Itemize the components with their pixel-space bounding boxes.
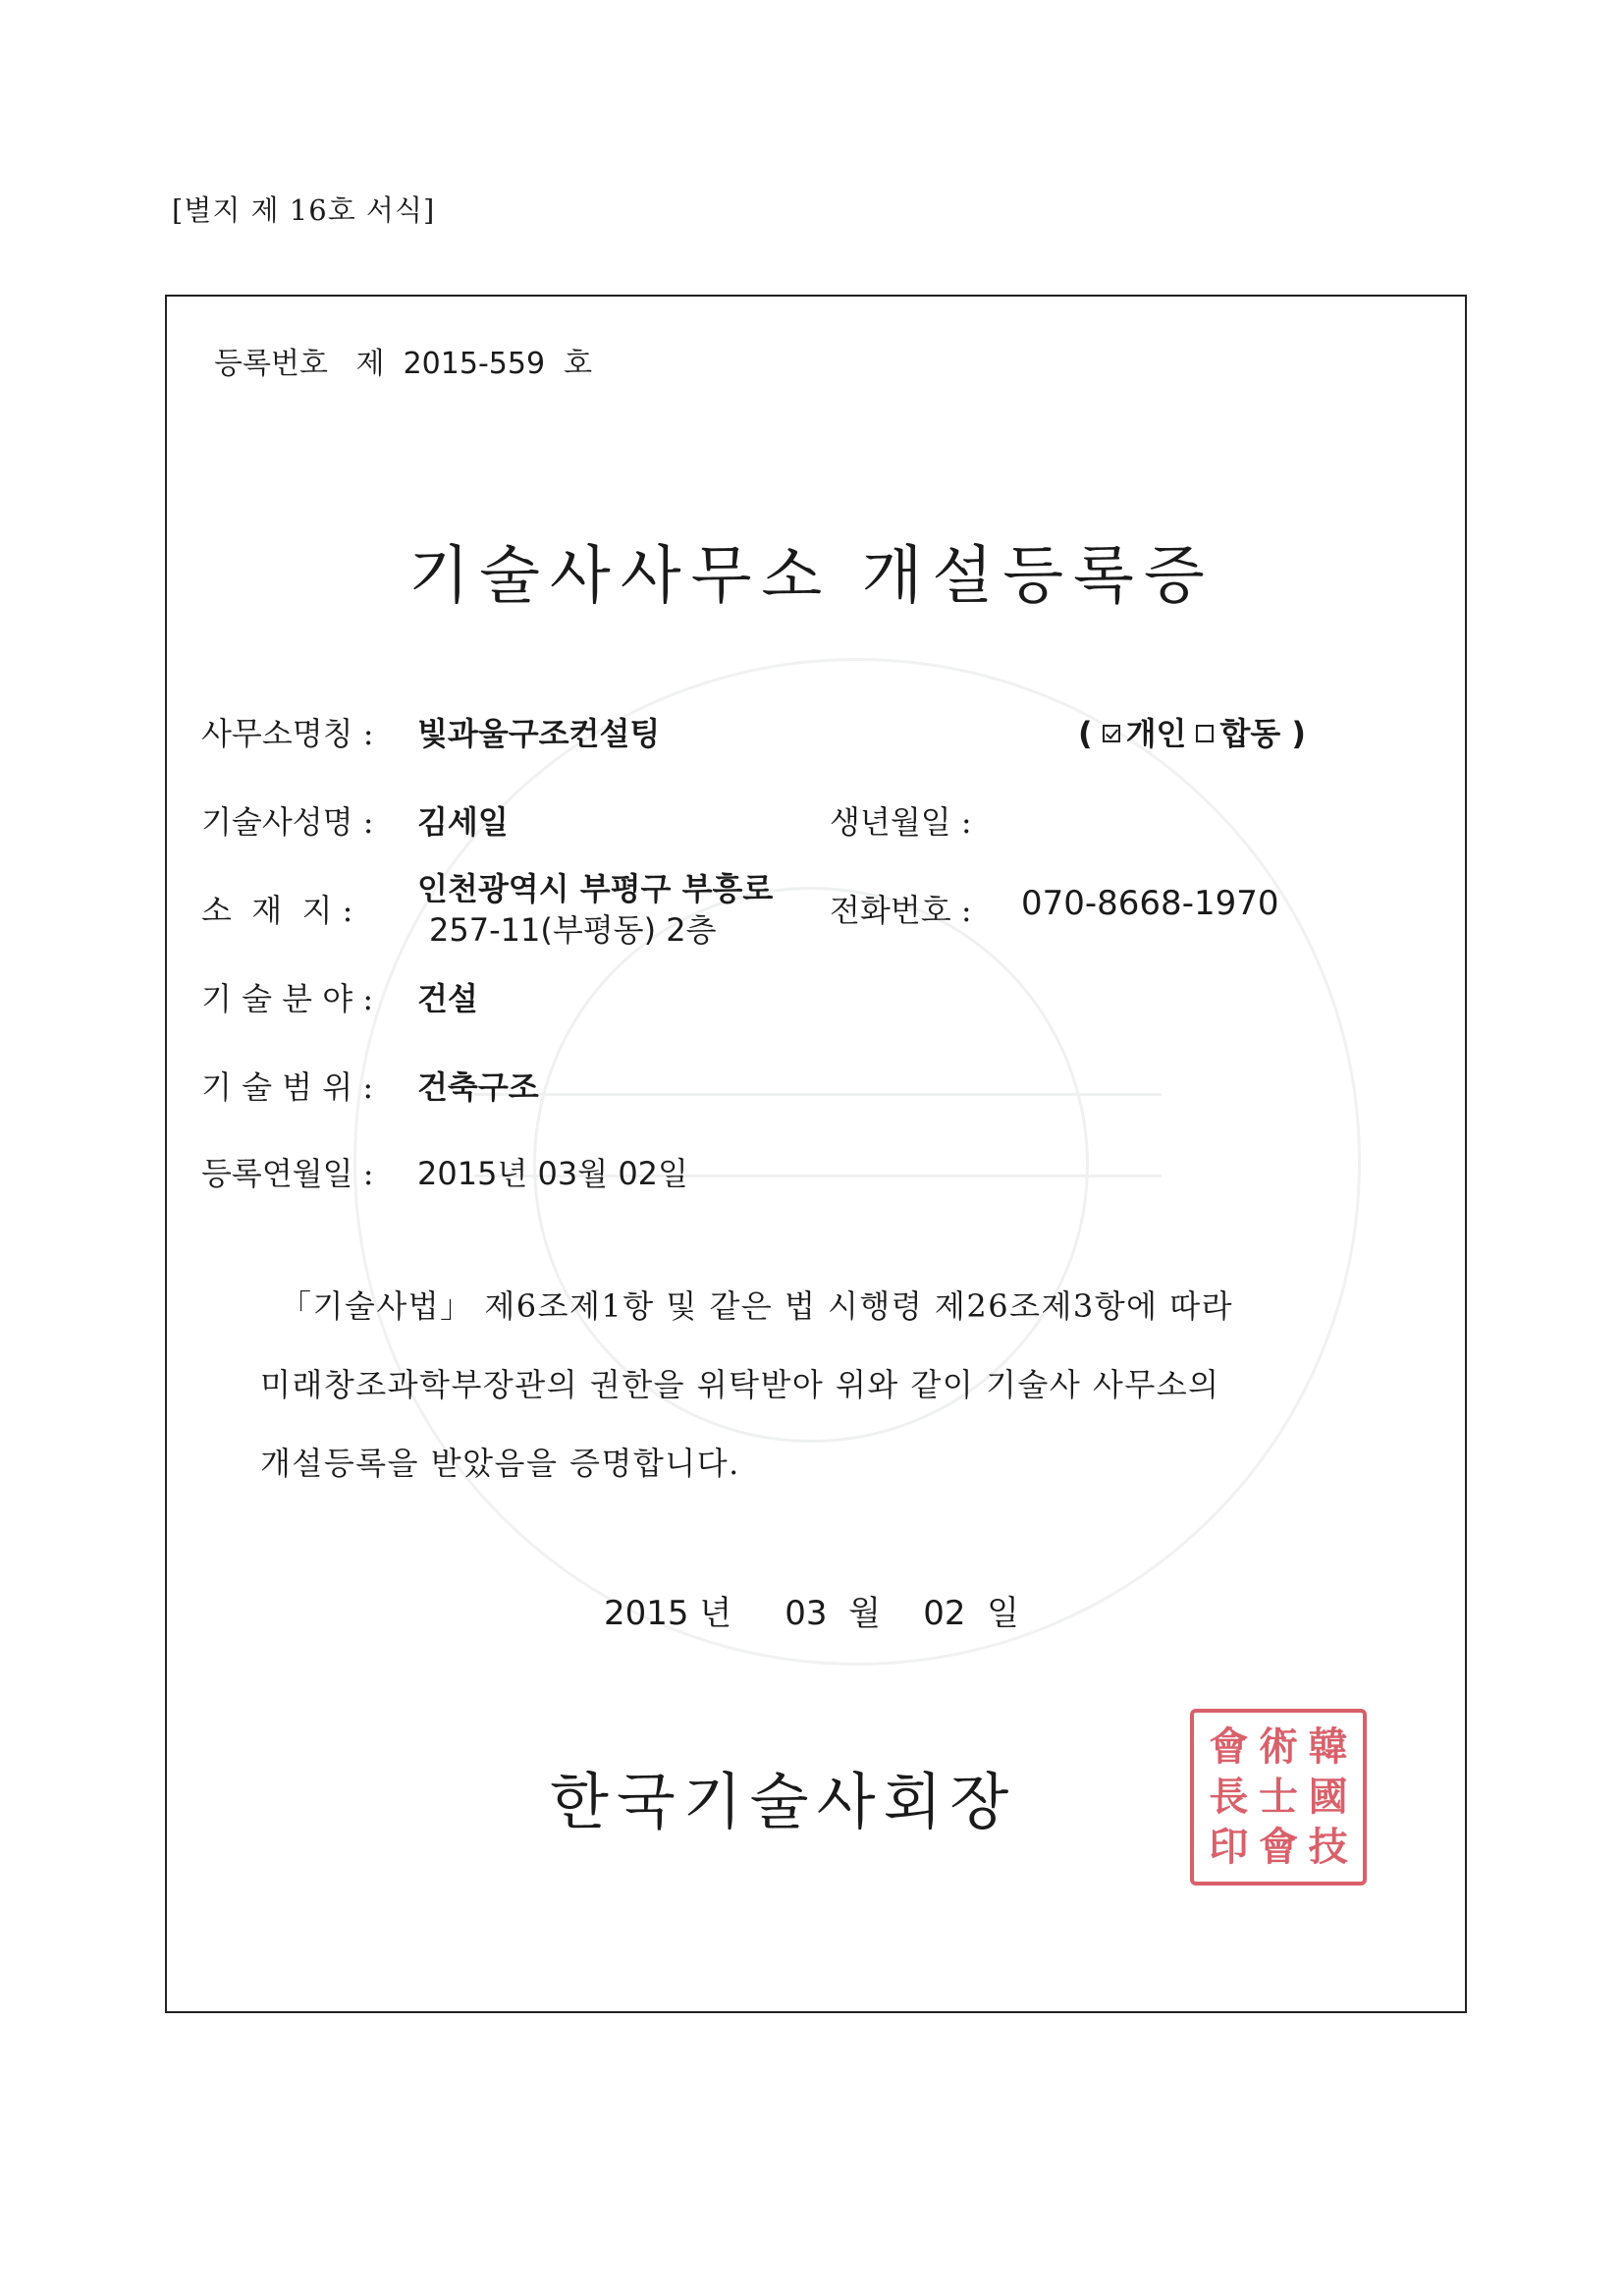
joint-checkbox xyxy=(1196,725,1214,742)
issue-date xyxy=(0,1586,1623,1634)
certificate-title: 기술사사무소 개설등록증 xyxy=(408,540,1215,613)
seal-char: 長 xyxy=(1209,1773,1249,1820)
issue-month: 03 xyxy=(784,1594,828,1633)
registration-suffix: 호 xyxy=(564,347,593,381)
engineer-name-value: 김세일 xyxy=(417,803,509,841)
official-seal-stamp xyxy=(1190,1709,1367,1886)
issue-day: 02 xyxy=(923,1594,966,1633)
seal-char: 術 xyxy=(1258,1723,1298,1771)
registration-label: 등록번호 xyxy=(214,347,328,381)
registration-date-value: 2015년 03월 02일 xyxy=(417,1155,688,1192)
issuer-title: 한국기술사회장 xyxy=(550,1766,1017,1837)
statement-line-2: 미래창조과학부장관의 권한을 위탁받아 위와 같이 기술사 사무소의 xyxy=(260,1366,1220,1403)
issue-day-unit: 일 xyxy=(987,1594,1019,1633)
seal-char: 韓 xyxy=(1308,1723,1348,1771)
birth-date-label: 생년월일 : xyxy=(830,803,972,841)
seal-char: 會 xyxy=(1209,1723,1249,1771)
registration-number xyxy=(214,339,592,382)
issue-year-unit: 년 xyxy=(699,1594,732,1633)
registration-date-label: 등록연월일 : xyxy=(201,1155,374,1192)
address-line1: 인천광역시 부평구 부흥로 xyxy=(417,870,774,907)
seal-char: 國 xyxy=(1308,1773,1348,1820)
statement-line-3: 개설등록을 받았음을 증명합니다. xyxy=(260,1445,740,1482)
registration-prefix: 제 xyxy=(355,347,385,381)
seal-char: 技 xyxy=(1308,1823,1348,1870)
engineer-name-label: 기술사성명 : xyxy=(201,803,374,841)
tech-scope-label: 기 술 범 위 : xyxy=(201,1068,374,1106)
individual-label: 개인 xyxy=(1125,715,1187,752)
type-close-paren: ) xyxy=(1291,715,1307,752)
phone-label: 전화번호 : xyxy=(830,892,972,929)
tech-field-label: 기 술 분 야 : xyxy=(201,980,374,1017)
joint-label: 합동 xyxy=(1219,715,1281,752)
form-number: [별지 제 16호 서식] xyxy=(172,193,436,227)
tech-field-value: 건설 xyxy=(417,980,478,1017)
issue-month-unit: 월 xyxy=(848,1594,881,1633)
seal-char: 士 xyxy=(1258,1773,1298,1820)
seal-char: 會 xyxy=(1258,1823,1298,1870)
type-open-paren: ( xyxy=(1078,715,1093,752)
tech-scope-value: 건축구조 xyxy=(417,1068,539,1106)
seal-char: 印 xyxy=(1209,1823,1249,1870)
address-label: 소 재 지 : xyxy=(201,892,353,929)
office-name-value: 빛과울구조컨설팅 xyxy=(417,715,661,752)
issue-year: 2015 xyxy=(604,1594,689,1633)
office-name-label: 사무소명칭 : xyxy=(201,715,374,752)
office-type-options xyxy=(1078,709,1306,754)
registration-value: 2015-559 xyxy=(403,347,546,381)
phone-value: 070-8668-1970 xyxy=(1021,884,1279,923)
individual-checkbox xyxy=(1103,725,1120,742)
address-line2: 257-11(부평동) 2층 xyxy=(429,911,717,949)
statement-line-1: 「기술사법」 제6조제1항 및 같은 법 시행령 제26조제3항에 따라 xyxy=(280,1287,1234,1325)
